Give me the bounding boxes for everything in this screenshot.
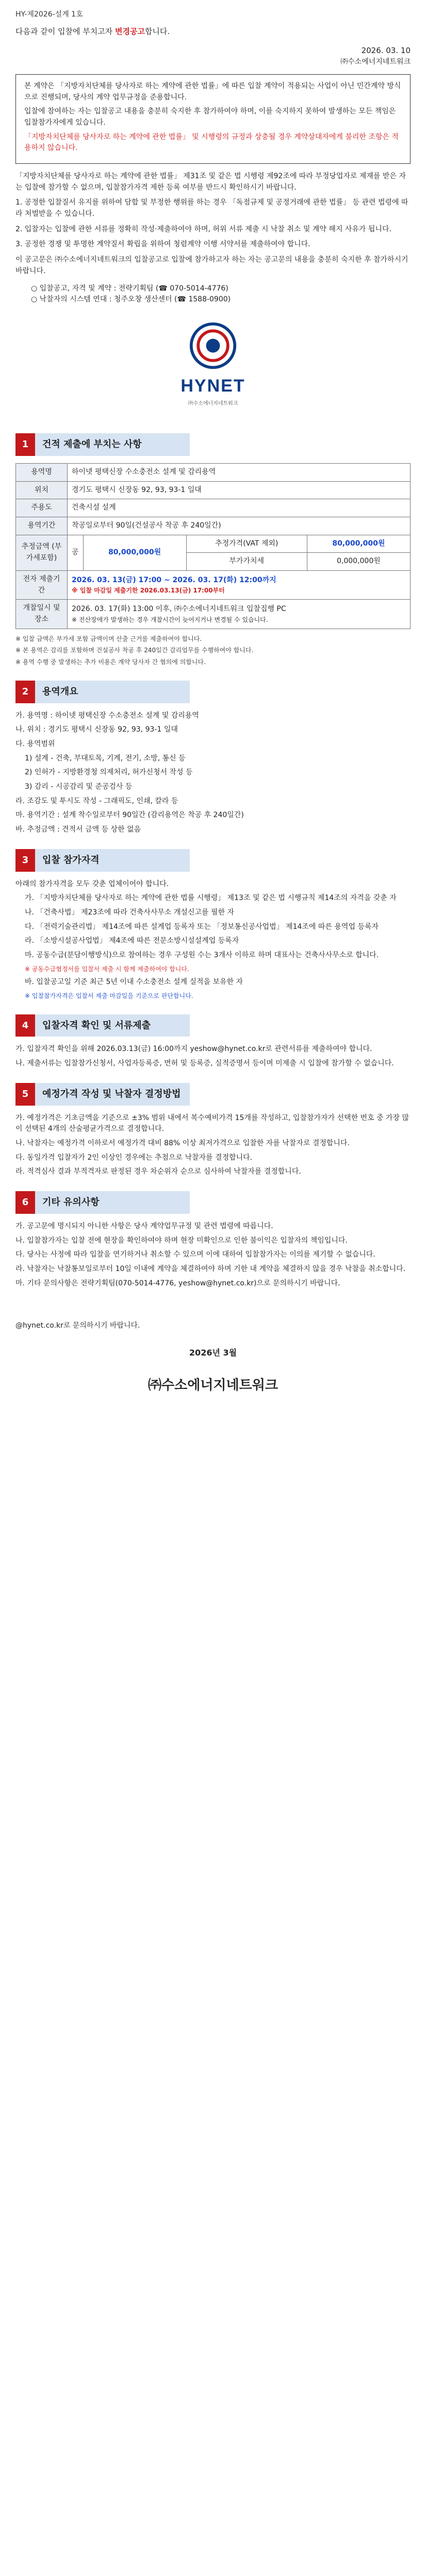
table-row: 부가가치세 0,000,000원: [16, 553, 411, 571]
notice-p2: 입찰에 참여하는 자는 입찰공고 내용을 충분히 숙지한 후 참가하여야 하며, 이를 숙지하지 못하여 발생하는 모든 책임은 입찰참가자에게 있습니다.: [24, 107, 396, 127]
document-footer: [15, 1320, 411, 1396]
section-1-title: 건적 제출에 부치는 사항: [35, 433, 190, 456]
purpose-p1: 「지방자치단체를 당사자로 하는 계약에 관한 법률」 제31조 및 같은 법 시행령 제92조에 따라 부정당업자로 제재를 받은 자는 입찰에 참가할 수 없으며, 입찰참가자격 제한 등록 여부를 반드시 확인하시기 바랍니다.: [15, 172, 406, 192]
footer-org: ㈜수소에너지네트워크: [148, 1377, 278, 1393]
notice-date: 2026. 03. 10: [361, 45, 411, 55]
purpose-p2: 이 공고문은 ㈜수소에너지네트워크의 입찰공고로 입찰에 참가하고자 하는 자는 공고문의 내용을 충분히 숙지한 후 참가하시기 바랍니다.: [15, 256, 408, 275]
table-row: 용역명 하이넷 평택신장 수소충전소 설계 및 감리용역: [16, 463, 411, 481]
section-5-header: [15, 1083, 411, 1106]
section-1-number: 1: [15, 433, 35, 456]
legal-notice-box: [15, 74, 411, 164]
table-row: 위치 경기도 평택시 신장동 92, 93, 93-1 일대: [16, 481, 411, 499]
section-5: [15, 1083, 411, 1178]
document-number: HY-제2026-설계 1호: [15, 10, 83, 19]
table-row: 개찰일시 및 장소 2026. 03. 17(화) 13:00 이후, ㈜수소에너지네트워크 입찰집행 PC ※ 전산장애가 발생하는 경우 개찰시간이 늦어지거나 변경될 수 있습니다.: [16, 600, 411, 629]
section-2-title: 용역개요: [35, 681, 190, 703]
section-6-body: 가. 공고문에 명시되지 아니한 사항은 당사 계약업무규정 및 관련 법령에 따릅니다. 나. 입찰참가자는 입찰 전에 현장을 확인하여야 하며 현장 미확인으로 인한 불이익은 입찰자의 책임입니다. 다. 당사는 사정에 따라 입찰을 연기하거나 취소할 수 있으며 이에 대하여 입찰참가자는 이의를 제기할 수 없습니다. 라. 낙찰자는 낙찰통보일로부터 10일 이내에 계약을 체결하여야 하며 기한 내 계약을 체결하지 않을 경우 낙찰을 취소합니다. 마. 기타 문의사항은 전략기획팀(070-5014-4776, yeshow@hynet.co.kr)으로 문의하시기 바랍니다.: [15, 1222, 406, 1287]
section-5-number: 5: [15, 1083, 35, 1106]
contact-2: ○ 낙찰자의 시스템 연대 : 청주오창 생산센터 (☎ 1588-0900): [31, 295, 231, 304]
section-2-header: [15, 681, 411, 703]
table-row: 전자 제출기간 2026. 03. 13(금) 17:00 ~ 2026. 03. 17(화) 12:00까지 ※ 입찰 마감일 제출기한 2026.03.13(금) 17:00부터: [16, 571, 411, 600]
section-3-number: 3: [15, 849, 35, 872]
section-6-header: [15, 1191, 411, 1214]
section-1: [15, 433, 411, 667]
intro-highlight: 변경공고: [114, 26, 145, 36]
table-row: 용역기간 착공일로부터 90일(건설공사 착공 후 240일간): [16, 517, 411, 535]
purpose-l3: 3. 공정한 경쟁 및 투명한 계약질서 확립을 위하여 청렴계약 이행 서약서를 제출하여야 합니다.: [15, 240, 310, 249]
contact-list: [15, 283, 411, 306]
section-2-number: 2: [15, 681, 35, 703]
section-2: [15, 681, 411, 836]
section-1-note-1: ※ 입찰 금액은 부가세 포함 금액이며 산출 근거를 제출하여야 합니다.: [15, 635, 202, 642]
logo-sub: ㈜수소에너지네트워크: [188, 400, 238, 406]
section-1-note-2: ※ 본 용역은 감리를 포함하며 건설공사 착공 후 240일간 감리업무를 수행하여야 합니다.: [15, 647, 254, 654]
logo-name: HYNET: [181, 376, 245, 396]
section-6: [15, 1191, 411, 1289]
hynet-logo-icon: [188, 321, 238, 370]
footer-date: 2026년 3월: [189, 1348, 237, 1358]
section-6-number: 6: [15, 1191, 35, 1214]
company-logo: [15, 321, 411, 408]
section-4-title: 입찰자격 확인 및 서류제출: [35, 1014, 190, 1037]
section-3-body: 아래의 참가자격을 모두 갖춘 업체이어야 합니다. 가. 「지방자치단체를 당사자로 하는 계약에 관한 법률 시행령」 제13조 및 같은 법 시행규칙 제14조의 자격을 갖춘 자 나. 「건축사법」 제23조에 따라 건축사사무소 개설신고를 필한 자 다. 「전력기술관리법」 제14조에 따른 설계업 등록자 또는 「정보통신공사업법」 제14조에 따른 용역업 등록자 라. 「소방시설공사업법」 제4조에 따른 전문소방시설설계업 등록자 마. 공동수급(분담이행방식)으로 참여하는 경우 구성원 수는 3개사 이하로 하며 대표사는 건축사사무소로 합니다. ※ 공동수급협정서를 입찰서 제출 시 함께 제출하여야 합니다. 바. 입찰공고일 기준 최근 5년 이내 수소충전소 설계 실적을 보유한 자 ※ 입찰참가자격은 입찰서 제출 마감일을 기준으로 판단합니다.: [15, 879, 397, 999]
section-5-title: 예정가격 작성 및 낙찰자 결정방법: [35, 1083, 190, 1106]
section-4-header: [15, 1014, 411, 1037]
section-4-body: 가. 입찰자격 확인을 위해 2026.03.13(금) 16:00까지 yeshow@hynet.co.kr로 관련서류를 제출하여야 합니다. 나. 제출서류는 입찰참가신청서, 사업자등록증, 면허 및 등록증, 실적증명서 등이며 미제출 시 입찰에 참가할 수 없습니다.: [15, 1045, 394, 1068]
footer-email-line: @hynet.co.kr로 문의하시기 바랍니다.: [15, 1321, 140, 1330]
section-3-title: 입찰 참가자격: [35, 849, 190, 872]
section-6-title: 기타 유의사항: [35, 1191, 190, 1214]
notice-org: ㈜수소에너지네트워크: [340, 58, 411, 66]
purpose-section: [15, 171, 411, 277]
table-row: 주용도 건축시설 설계: [16, 499, 411, 517]
purpose-l2: 2. 입찰자는 입찰에 관한 서류를 정확히 작성·제출하여야 하며, 허위 서류 제출 시 낙찰 취소 및 계약 해지 사유가 됩니다.: [15, 225, 391, 233]
intro-text: 다음과 같이 입찰에 부치고자 변경공고합니다.: [15, 26, 170, 36]
notice-p1: 본 계약은 「지방자치단체를 당사자로 하는 계약에 관한 법률」에 따른 입찰 계약이 적용되는 사업이 아닌 민간계약 방식으로 진행되며, 당사의 계약 업무규정을 준용합니다.: [24, 81, 401, 101]
purpose-l1: 1. 공정한 입찰질서 유지를 위하여 담합 및 부정한 행위를 하는 경우 「독점규제 및 공정거래에 관한 법률」 등 관련 법령에 따라 처벌받을 수 있습니다.: [15, 198, 408, 218]
table-row: 추정금액 (부가세포함) 공 80,000,000원 추정가격(VAT 제외) 80,000,000원: [16, 535, 411, 553]
notice-p3: 「지방자치단체를 당사자로 하는 계약에 관한 법률」 및 시행령의 규정과 상충될 경우 계약상대자에게 불리한 조항은 적용하지 않습니다.: [24, 132, 399, 152]
bid-info-table: [15, 463, 411, 629]
section-4-number: 4: [15, 1014, 35, 1037]
section-1-note-3: ※ 용역 수행 중 발생하는 추가 비용은 계약 당사자 간 협의에 의합니다.: [15, 658, 206, 666]
section-5-body: 가. 예정가격은 기초금액을 기준으로 ±3% 범위 내에서 복수예비가격 15개를 작성하고, 입찰참가자가 선택한 번호 중 가장 많이 선택된 4개의 산술평균가격으로 결정합니다. 나. 낙찰자는 예정가격 이하로서 예정가격 대비 88% 이상 최저가격으로 입찰한 자를 낙찰자로 결정합니다. 다. 동일가격 입찰자가 2인 이상인 경우에는 추첨으로 낙찰자를 결정합니다. 라. 적격심사 결과 부적격자로 판정된 경우 차순위자 순으로 심사하여 낙찰자를 결정합니다.: [15, 1113, 409, 1176]
section-3: [15, 849, 411, 1001]
section-3-header: [15, 849, 411, 872]
section-2-body: 가. 용역명 : 하이넷 평택신장 수소충전소 설계 및 감리용역 나. 위치 : 경기도 평택시 신장동 92, 93, 93-1 일대 다. 용역범위 1) 설계 - 건축, 부대토목, 기계, 전기, 소방, 통신 등 2) 인허가 - 지방환경청 의제처리, 허가신청서 작성 등 3) 감리 - 시공감리 및 준공검사 등 라. 조감도 및 투시도 작성 - 그래픽도, 인쇄, 칼라 등 마. 용역기간 : 설계 착수일로부터 90일간 (감리용역은 착공 후 240일간) 바. 추정금액 : 견적서 금액 등 상한 없음: [15, 711, 244, 834]
section-4: [15, 1014, 411, 1070]
contact-1: ○ 입찰공고, 자격 및 계약 : 전략기획팀 (☎ 070-5014-4776): [31, 284, 228, 293]
section-1-header: [15, 433, 411, 456]
